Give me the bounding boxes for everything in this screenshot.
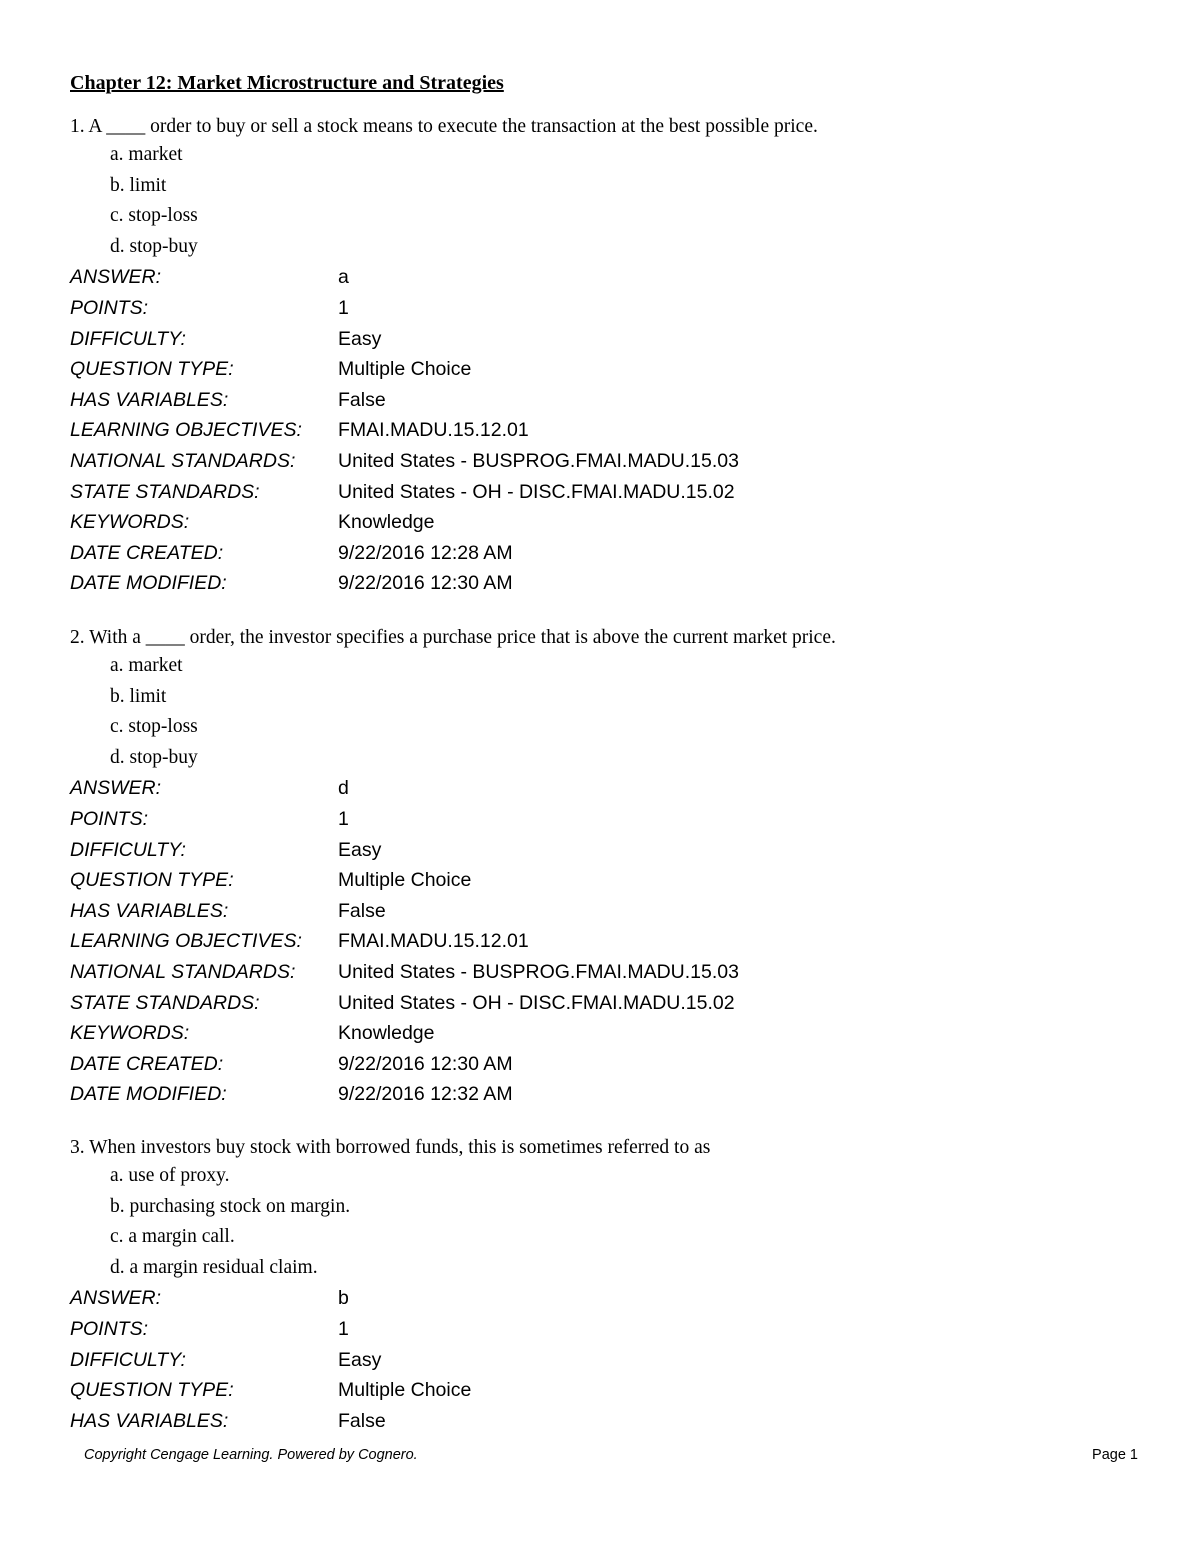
metadata-label: STATE STANDARDS:	[70, 991, 260, 1014]
metadata-value: Knowledge	[338, 511, 435, 534]
metadata-value: Multiple Choice	[338, 358, 472, 381]
metadata-label: POINTS:	[70, 296, 149, 319]
metadata-row	[70, 1079, 1130, 1110]
metadata-row	[70, 262, 1130, 293]
metadata-value: 9/22/2016 12:30 AM	[338, 572, 513, 595]
metadata-value: False	[338, 1409, 386, 1432]
metadata-row	[70, 1375, 1130, 1406]
metadata-row	[70, 835, 1130, 866]
answer-choice: d. stop-buy	[110, 746, 198, 768]
metadata-row	[70, 568, 1130, 599]
metadata-row	[70, 324, 1130, 355]
metadata-value: 9/22/2016 12:32 AM	[338, 1083, 513, 1106]
metadata-row	[70, 507, 1130, 538]
answer-choice: c. stop-loss	[110, 205, 198, 227]
metadata-label: QUESTION TYPE:	[70, 358, 234, 381]
metadata-label: HAS VARIABLES:	[70, 388, 229, 411]
metadata-value: 1	[338, 1317, 349, 1340]
metadata-row	[70, 385, 1130, 416]
metadata-row	[70, 865, 1130, 896]
metadata-row	[70, 1345, 1130, 1376]
metadata-value: b	[338, 1287, 349, 1310]
question-text: 1. A ____ order to buy or sell a stock means to execute the transaction at the best possible price.	[70, 116, 818, 137]
metadata-value: United States - OH - DISC.FMAI.MADU.15.02	[338, 991, 735, 1014]
metadata-value: United States - BUSPROG.FMAI.MADU.15.03	[338, 960, 739, 983]
metadata-label: NATIONAL STANDARDS:	[70, 449, 296, 472]
chapter-title: Chapter 12: Market Microstructure and Strategies	[70, 72, 504, 94]
question-block	[70, 114, 1130, 599]
metadata-row	[70, 957, 1130, 988]
metadata-row	[70, 354, 1130, 385]
metadata-label: KEYWORDS:	[70, 511, 190, 534]
metadata-value: d	[338, 777, 349, 800]
metadata-value: 1	[338, 296, 349, 319]
metadata-label: QUESTION TYPE:	[70, 1379, 234, 1402]
metadata-row	[70, 804, 1130, 835]
metadata-label: POINTS:	[70, 807, 149, 830]
answer-choice: a. market	[110, 655, 183, 676]
answer-choice: a. use of proxy.	[110, 1165, 230, 1186]
metadata-row	[70, 896, 1130, 927]
metadata-row	[70, 293, 1130, 324]
metadata-label: LEARNING OBJECTIVES:	[70, 930, 302, 953]
metadata-value: False	[338, 899, 386, 922]
metadata-label: LEARNING OBJECTIVES:	[70, 419, 302, 442]
metadata-label: DIFFICULTY:	[70, 838, 186, 861]
metadata-label: ANSWER:	[70, 266, 162, 289]
metadata-row	[70, 1049, 1130, 1080]
metadata-label: STATE STANDARDS:	[70, 480, 260, 503]
metadata-value: a	[338, 266, 349, 289]
metadata-value: Knowledge	[338, 1022, 435, 1045]
metadata-value: Easy	[338, 327, 382, 350]
metadata-label: HAS VARIABLES:	[70, 1409, 229, 1432]
metadata-row	[70, 988, 1130, 1019]
metadata-label: HAS VARIABLES:	[70, 899, 229, 922]
metadata-label: DIFFICULTY:	[70, 327, 186, 350]
metadata-row	[70, 415, 1130, 446]
answer-choice: b. limit	[110, 174, 167, 196]
metadata-value: FMAI.MADU.15.12.01	[338, 930, 529, 953]
metadata-row	[70, 1283, 1130, 1314]
metadata-row	[70, 446, 1130, 477]
metadata-label: POINTS:	[70, 1317, 149, 1340]
answer-choice: d. a margin residual claim.	[110, 1256, 318, 1278]
metadata-value: Easy	[338, 838, 382, 861]
metadata-value: 1	[338, 807, 349, 830]
footer-page-number: Page 1	[1092, 1447, 1138, 1463]
answer-choice: b. purchasing stock on margin.	[110, 1195, 351, 1217]
metadata-value: False	[338, 388, 386, 411]
answer-choice: c. stop-loss	[110, 716, 198, 738]
metadata-value: United States - BUSPROG.FMAI.MADU.15.03	[338, 449, 739, 472]
metadata-value: 9/22/2016 12:30 AM	[338, 1052, 513, 1075]
metadata-label: NATIONAL STANDARDS:	[70, 960, 296, 983]
metadata-row	[70, 1018, 1130, 1049]
metadata-label: DATE MODIFIED:	[70, 1083, 227, 1106]
metadata-label: ANSWER:	[70, 777, 162, 800]
metadata-value: FMAI.MADU.15.12.01	[338, 419, 529, 442]
metadata-row	[70, 926, 1130, 957]
metadata-label: DATE CREATED:	[70, 541, 224, 564]
metadata-label: ANSWER:	[70, 1287, 162, 1310]
metadata-value: Multiple Choice	[338, 869, 472, 892]
question-block	[70, 1135, 1130, 1436]
answer-choice: c. a margin call.	[110, 1226, 235, 1248]
metadata-value: Easy	[338, 1348, 382, 1371]
metadata-label: QUESTION TYPE:	[70, 869, 234, 892]
metadata-value: Multiple Choice	[338, 1379, 472, 1402]
metadata-row	[70, 477, 1130, 508]
metadata-row	[70, 538, 1130, 569]
metadata-label: KEYWORDS:	[70, 1022, 190, 1045]
metadata-value: United States - OH - DISC.FMAI.MADU.15.02	[338, 480, 735, 503]
metadata-row	[70, 1314, 1130, 1345]
question-text: 3. When investors buy stock with borrowed funds, this is sometimes referred to as	[70, 1137, 711, 1158]
metadata-row	[70, 1406, 1130, 1437]
footer-copyright: Copyright Cengage Learning. Powered by Cognero.	[84, 1447, 418, 1463]
answer-choice: d. stop-buy	[110, 235, 198, 257]
metadata-row	[70, 773, 1130, 804]
metadata-value: 9/22/2016 12:28 AM	[338, 541, 513, 564]
answer-choice: b. limit	[110, 685, 167, 707]
question-block	[70, 625, 1130, 1110]
question-text: 2. With a ____ order, the investor specifies a purchase price that is above the current market price.	[70, 627, 836, 648]
metadata-label: DIFFICULTY:	[70, 1348, 186, 1371]
answer-choice: a. market	[110, 144, 183, 165]
metadata-label: DATE MODIFIED:	[70, 572, 227, 595]
metadata-label: DATE CREATED:	[70, 1052, 224, 1075]
